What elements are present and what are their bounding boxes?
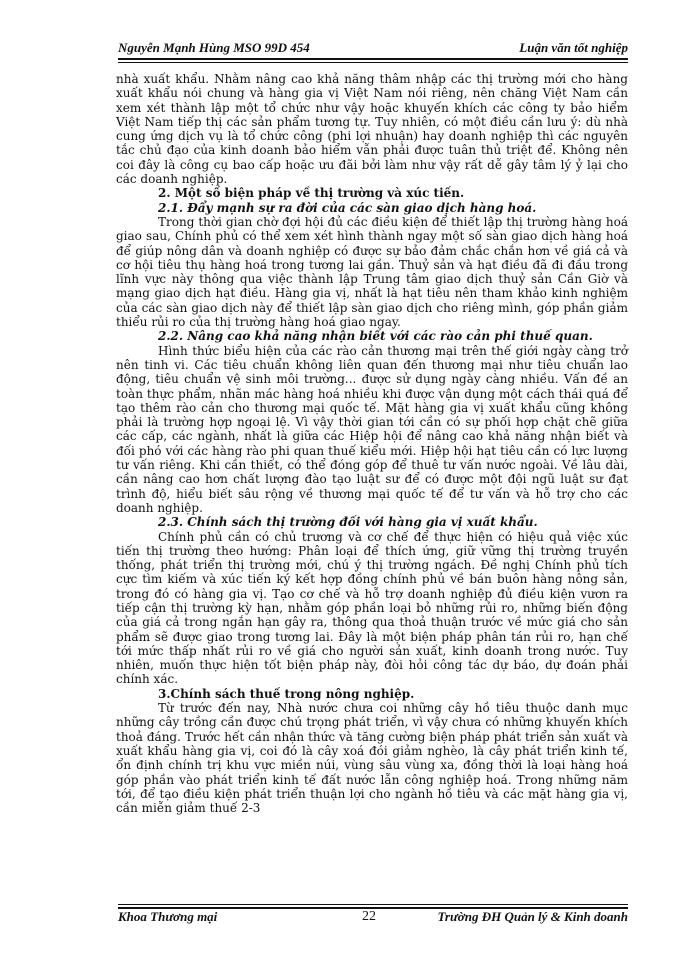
paragraph-2-1: Trong thời gian chờ đợi hội đủ các điều kiện để thiết lập thị trường hàng hoá giao sau, Chính phủ có thể xem xét hình thành ngay một số sàn giao dịch hàng hoá để giúp nông dân và doanh nghiệp có được sự bảo đảm chắc chắn hơn về giá cả và cơ hội tiêu thụ hàng hoá trong tương lai gần. Thuỷ sản và hạt điều đã đi đầu trong lĩnh vực này thông qua việc thành lập Trung tâm giao dịch thuỷ sản Cần Giờ và mạng giao dịch hạt điều. Hàng gia vị, nhất là hạt tiêu nên tham khảo kinh nghiệm của các sàn giao dịch này để thiết lập sàn giao dịch cho riêng mình, góp phần giảm thiểu rủi ro của thị trường hàng hoá giao ngay.	[116, 214, 628, 330]
header-rule-thin	[118, 62, 628, 63]
header-title: Luận văn tốt nghiệp	[519, 40, 628, 55]
section-heading-3: 3.Chính sách thuế trong nông nghiệp.	[158, 686, 415, 701]
page-body	[116, 72, 628, 815]
page-number: 22	[362, 909, 376, 924]
footer-faculty: Khoa Thương mại	[118, 909, 218, 924]
paragraph-3: Từ trước đến nay, Nhà nước chưa coi những cây hồ tiêu thuộc danh mục những cây trồng cần được chú trọng phát triển, vì vậy chưa có những khuyến khích thoả đáng. Trước hết cần nhận thức và tăng cường biện pháp phát triển sản xuất và xuất khẩu hàng gia vị, coi đó là cây xoá đói giảm nghèo, là cây phát triển kinh tế, ổn định chính trị khu vực miền núi, vùng sâu vùng xa, đồng thời là loại hàng hoá góp phần vào phát triển kinh tế đất nước lẫn công nghiệp hoá. Trong những năm tới, để tạo điều kiện phát triển thuận lợi cho ngành hồ tiêu và các mặt hàng gia vị, cần miễn giảm thuế 2-3	[116, 701, 628, 816]
subsection-heading-2-3: 2.3. Chính sách thị trường đối với hàng gia vị xuất khẩu.	[158, 515, 538, 530]
header-rule-thick	[118, 58, 628, 60]
subsection-heading-2-1: 2.1. Đẩy mạnh sự ra đời của các sàn giao dịch hàng hoá.	[158, 200, 537, 215]
paragraph-2-2: Hình thức biểu hiện của các rào cản thương mại trên thế giới ngày càng trở nên tinh vi. Các tiêu chuẩn không liên quan đến thương mại như tiêu chuẩn lao động, tiêu chuẩn vệ sinh môi trường... được sử dụng ngày càng nhiều. Vấn đề an toàn thực phẩm, nhãn mác hàng hoá nhiều khi được vận dụng một cách thái quá để tạo thêm rào cản cho thương mại quốc tế. Mặt hàng gia vị xuất khẩu cũng không phải là trường hợp ngoại lệ. Vì vậy thời gian tới cần có sự phối hợp chặt chẽ giữa các cấp, các ngành, nhất là giữa các Hiệp hội để nâng cao khả năng nhận biết và đối phó với các hàng rào phi quan thuế kiểu mới. Hiệp hội hạt tiêu cần có lực lượng tư vấn riêng. Khi cần thiết, có thể đóng góp để thuê tư vấn nước ngoài. Về lâu dài, cần nâng cao hơn chất lượng đào tạo luật sư để có được một đội ngũ luật sư đạt trình độ, hiểu biết sâu rộng về thương mại quốc tế để tư vấn và hỗ trợ cho các doanh nghiệp.	[116, 343, 628, 515]
header-author: Nguyễn Mạnh Hùng MSO 99D 454	[118, 40, 310, 55]
section-heading-2: 2. Một số biện pháp về thị trường và xúc tiến.	[158, 186, 465, 201]
footer-university: Trường ĐH Quản lý & Kinh doanh	[437, 909, 628, 924]
page-header	[118, 38, 628, 60]
page-footer	[118, 909, 628, 929]
footer-rule-thin	[118, 904, 628, 905]
paragraph-insurance: nhà xuất khẩu. Nhằm nâng cao khả năng thâm nhập các thị trường mới cho hàng xuất khẩu nói chung và hàng gia vị Việt Nam nói riêng, nên chăng Việt Nam cần xem xét thành lập một tổ chức như vậy hoặc khuyến khích các công ty bảo hiểm Việt Nam tiếp thị các sản phẩm tương tự. Tuy nhiên, có một điều cần lưu ý: dù nhà cung ứng dịch vụ là tổ chức công (phi lợi nhuận) hay doanh nghiệp thì các nguyên tắc chủ đạo của kinh doanh bảo hiểm vẫn phải được tuân thủ triệt để. Không nên coi đây là công cụ bao cấp hoặc ưu đãi bởi làm như vậy rất dễ gây tâm lý ỷ lại cho các doanh nghiệp.	[116, 72, 628, 187]
paragraph-2-3: Chính phủ cần có chủ trương và cơ chế để thực hiện có hiệu quả việc xúc tiến thị trường theo hướng: Phân loại để thích ứng, giữ vững thị trường truyền thống, phát triển thị trường mới, chú ý thị trường ngách. Đề nghị Chính phủ tích cực tìm kiếm và xúc tiến ký kết hợp đồng chính phủ về bán buôn hàng nông sản, trong đó có hàng gia vị. Tạo cơ chế và hỗ trợ doanh nghiệp đủ điều kiện vươn ra tiếp cận thị trường kỳ hạn, nhằm góp phần loại bỏ những rủi ro, những biến động của giá cả trong ngắn hạn gây ra, thông qua thoả thuận trước về mức giá cho sản phẩm sẽ được giao trong tương lai. Đây là một biện pháp phân tán rủi ro, hạn chế tới mức thấp nhất rủi ro về giá cho người sản xuất, kinh doanh trong nước. Tuy nhiên, muốn thực hiện tốt biện pháp này, đòi hỏi công tác dự báo, dự đoán phải chính xác.	[116, 529, 628, 687]
subsection-heading-2-2: 2.2. Nâng cao khả năng nhận biết với các rào cản phi thuế quan.	[158, 329, 593, 344]
